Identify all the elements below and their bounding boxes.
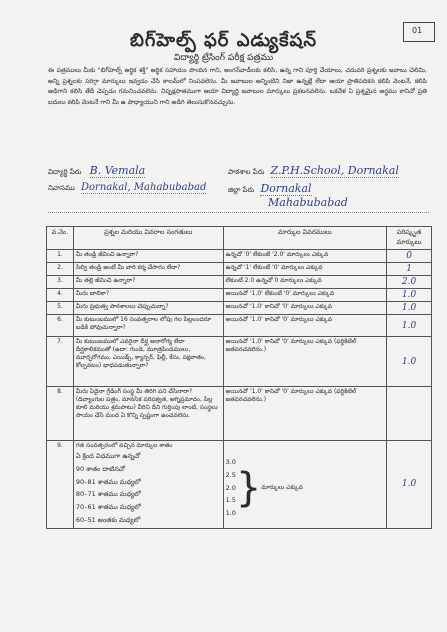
- row-question: మీ కుటుంబములో ఎవరైనా దీర్ఘ అనారోగ్య లేదా దీర్ఘకాలికముతో (ఉదా: గుండె, మూత్రపిండములు, మూర్ఛరోగము, ఎయిడ్స్, క్యాన్సర్, ఫిల్లీ, కేసు, పక్షవాతం, కోల్పవటం) భాధపడుతున్నారా?: [73, 337, 223, 387]
- row-score: 1: [387, 263, 432, 276]
- page-subtitle: విద్యార్థి ట్రేసింగ్ పరీక్ష పత్రము: [173, 53, 274, 63]
- school-name-value: Z.P.H.School, Dornakal: [270, 164, 399, 177]
- col-header-question: ప్రశ్నల మరియు వివరాల సంగతులు: [73, 227, 223, 250]
- percentage-band: 70–61 శాతము మధ్యలో: [75, 503, 141, 512]
- marks-table: [46, 226, 432, 529]
- row-score: [387, 387, 432, 441]
- row-number: 4.: [47, 289, 74, 302]
- row-number: 3.: [47, 276, 74, 289]
- student-name-row: [48, 164, 228, 180]
- student-name-value: B. Vemala: [89, 164, 146, 177]
- scale-value: 1.5: [225, 496, 236, 505]
- row-number: 1.: [47, 250, 74, 263]
- school-name-label: పాఠశాల పేరు: [228, 168, 265, 176]
- row-question: మీరు ఏదైనా గ్రేడింగ్ సంస్థ మీ తిరిగి పని చేసినారా? (దివ్యాంగుల పత్రం, మానసిక పరిపక్వత, అగ్నిప్రమాదం, పిల్ల కూలి మరియు శ్రమపాటు) వీరిని దీని గుర్తింపు లాంటి, సంస్థలు సాయం చేసే మంద ఏ కొన్ని స్పష్టంగా ఉంచవలెను.: [73, 387, 223, 441]
- table-row: [47, 315, 432, 337]
- row-number: 7.: [47, 337, 74, 387]
- village-label: నివాసము: [48, 184, 75, 192]
- percentage-band: 80–71 శాతము మధ్యలో: [75, 490, 141, 499]
- col-header-number: వ.నెం.: [47, 227, 74, 250]
- table-body: [47, 250, 432, 529]
- student-name-label: విద్యార్థి పేరు: [48, 168, 82, 176]
- school-name-row: [228, 164, 428, 180]
- row-marks-rule: [223, 441, 387, 529]
- row-number: 9.: [47, 441, 74, 529]
- row-question: సిల్వి తండ్రి అంటే మీ వారి కర్మ చేసారం లేదా?: [73, 263, 223, 276]
- serial-value: 01: [412, 26, 423, 35]
- col-header-marks-rule: మార్కుల వివరములు: [223, 227, 387, 250]
- row-marks-rule: అయినచో '1.0' కానిచో '0' మార్కులు ఎక్కువ (ఫర్దికిటిల్ జతపరచవలెను.): [223, 387, 387, 441]
- row-marks-rule: అయినచో '1.0' కానిచో '0' మార్కులు ఎక్కువ: [223, 302, 387, 315]
- row-marks-rule: అయినచో '1.0' లేకుంటే '0' మార్కులు ఎక్కువ: [223, 289, 387, 302]
- row-question-text: గత సంవత్సరంలో వచ్చిన మార్కుల శాతం: [75, 442, 173, 449]
- scale-value: 2.0: [225, 483, 236, 492]
- district-value: Dornakal: [260, 182, 312, 195]
- row-number: 5.: [47, 302, 74, 315]
- scale-value: 3.0: [225, 458, 236, 466]
- row-score: 1.0: [387, 315, 432, 337]
- row-question: మీరు ప్రభుత్వ పాఠశాలలు చెప్పుచున్నా?: [73, 302, 223, 315]
- table-header-row: [47, 227, 432, 250]
- row-question: మీ తండ్రి జీవించి ఉన్నారా?: [73, 250, 223, 263]
- table-row: [47, 387, 432, 441]
- row-score: 2.0: [387, 276, 432, 289]
- scale-value: 1.0: [225, 509, 236, 518]
- village-value: Dornakal, Mahabubabad: [81, 182, 207, 193]
- row-number: 8.: [47, 387, 74, 441]
- percentage-band: 90–81 శాతము మధ్యలో: [75, 477, 141, 486]
- row-marks-rule: ఉన్నచో '0' లేకుంటే '2.0' మార్కులు ఎక్కువ: [223, 250, 387, 263]
- district-value-2: Mahabubabad: [268, 196, 348, 209]
- table-row: [47, 263, 432, 276]
- scale-value: 2.5: [225, 470, 236, 479]
- percentage-band: 90 శాతం దాటినచో: [75, 464, 125, 473]
- row-question: [73, 441, 223, 529]
- table-row: [47, 302, 432, 315]
- score-scale: [226, 442, 385, 520]
- percentage-band: ఏ క్రింద విధముగా ఉన్నచో: [75, 452, 141, 460]
- percentage-band: 60–51 అంతకు మధ్యలో: [75, 515, 141, 524]
- row-question: మీరు బాలికా?: [73, 289, 223, 302]
- row-number: 2.: [47, 263, 74, 276]
- page-title: బిగ్‌హెల్ప్ ఫర్ ఎడ్యుకేషన్: [130, 30, 317, 51]
- row-score: 1.0: [387, 337, 432, 387]
- row-marks-rule: అయినచో '1.0' కానిచో '0' మార్కులు ఎక్కువ: [223, 315, 387, 337]
- row-marks-rule: ఉన్నచో '1' లేకుంటే '0' మార్కులు ఎక్కువ: [223, 263, 387, 276]
- row-marks-rule: లేకుంటే 2.0 ఉన్నచో 0 మార్కులు ఎక్కువ: [223, 276, 387, 289]
- village-row: [48, 182, 228, 198]
- instructions-paragraph: ఈ పత్రములు మీకు "బిగ్‌హెల్ప్ అర్థిక శక్తి" అర్థిక సహాయం పొందిన గాని, అంగన్‌వాడీలకు కలిసి, ఉన్న గాని పూర్తి చేయాలు, చదువరి ప్రశ్నలకు జవాబు చెలిమి, అన్ని ప్రశ్నలకు సరిగ్గా మార్కులు ఇవ్వడం చేసి కాలమ్‌లో నింపవలెను. మీ జవాబుల అన్నింటిని నిజా ఉన్నట్లే లేదా ఆయా ప్రాతిపదికన కలిపి వెంటనే, కలిపి అడిగాని కలిసి తేదీ చెప్పడం గమనించవలెను. నిష్పక్షపాతముగా ఆయా విద్యార్థి జవాబుల మార్కులు ప్రకటనవలెను. ఒకవేళ ఏ ప్రశ్నమైన అర్థము కానిచో ప్రతి బదులు కలిపి వెంటనే గాని మీ ఉ పాధ్యాయుని గాని అడిగి తెలుసుకొనవచ్చును.: [48, 67, 427, 106]
- row-score: 1.0: [387, 441, 432, 529]
- table-row: [47, 289, 432, 302]
- row9-rule-text: మార్కులు ఎక్కువ: [261, 483, 303, 491]
- row-marks-rule: అయినచో '1.0' కానిచో '0' మార్కులు ఎక్కువ (ఫర్దికిటిల్ జతపరచవలెను.): [223, 337, 387, 387]
- district-label: జిల్లా పేరు: [228, 186, 255, 194]
- row-number: 6.: [47, 315, 74, 337]
- table-row: [47, 276, 432, 289]
- row-score: 1.0: [387, 289, 432, 302]
- brace-symbol: }: [235, 464, 262, 511]
- col-header-score: పరిష్కృత మార్కులు: [387, 227, 432, 250]
- row-score: 0: [387, 250, 432, 263]
- table-row: [47, 250, 432, 263]
- row-score: 1.0: [387, 302, 432, 315]
- table-row: [47, 441, 432, 529]
- table-row: [47, 337, 432, 387]
- district-row-2: [268, 196, 428, 212]
- row-question: మీ కుటుంబములో 16 సంవత్సరాల లోపు గల పిల్లలందరూ బడికి పోవుచున్నారా?: [73, 315, 223, 337]
- dotted-separator: [48, 212, 429, 213]
- row-question: మీ తల్లి జీవించి ఉన్నారా?: [73, 276, 223, 289]
